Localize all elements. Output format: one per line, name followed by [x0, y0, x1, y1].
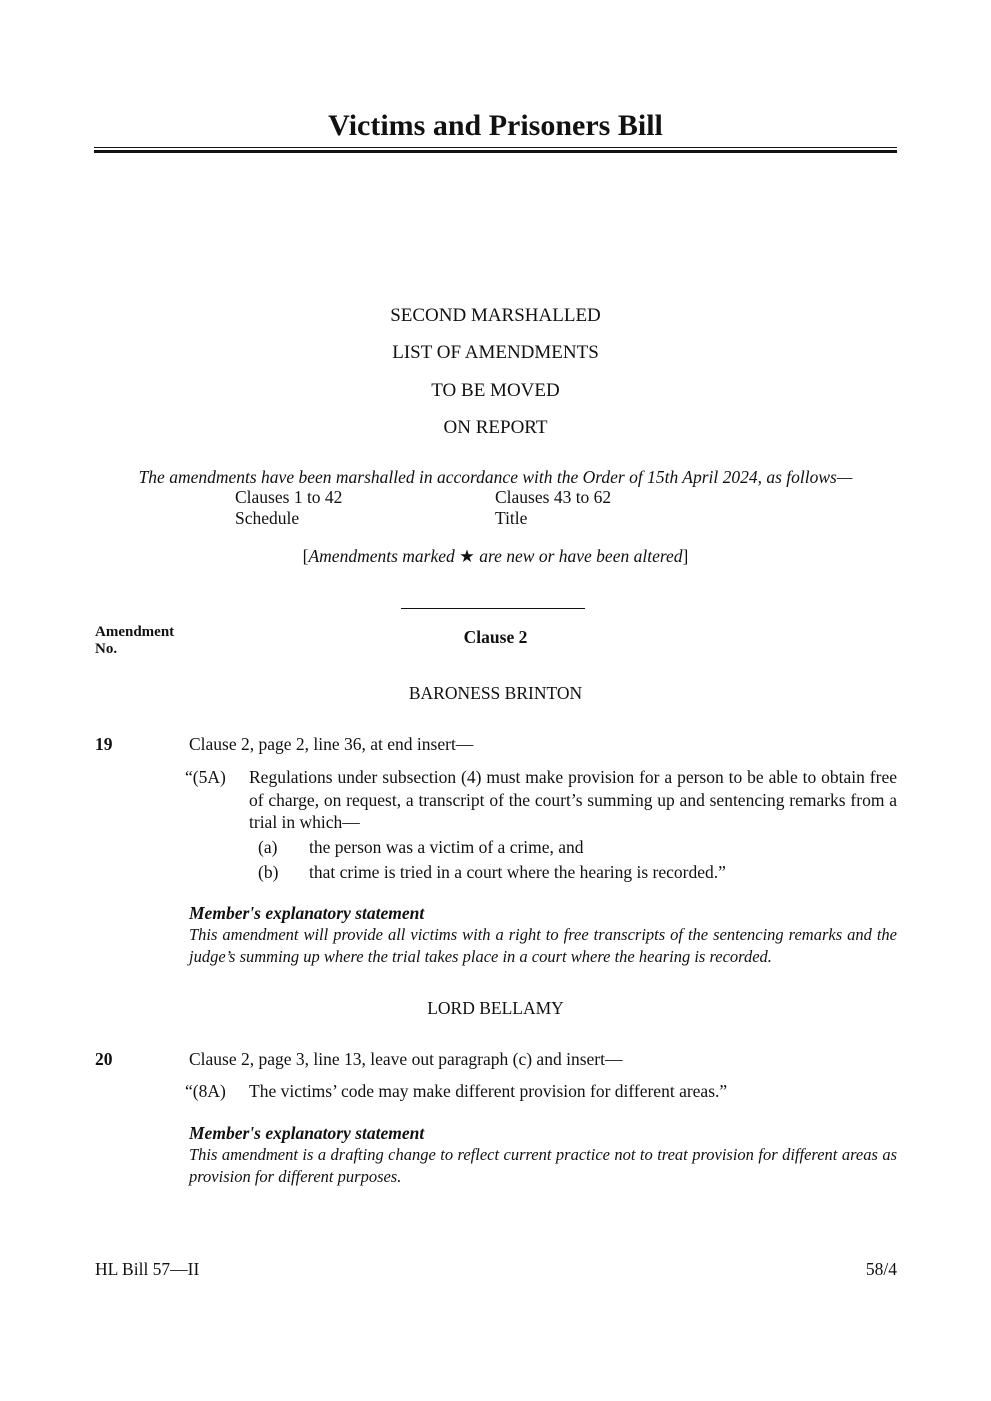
heading-line-3: TO BE MOVED [431, 380, 560, 401]
member-name: LORD BELLAMY [427, 998, 564, 1018]
star-note: [Amendments marked ★ are new or have been altered] [302, 546, 689, 566]
amendment-instruction: Clause 2, page 2, line 36, at end insert— [189, 734, 474, 754]
subsection-label: “(8A) [185, 1081, 226, 1101]
explanatory-statement: This amendment is a drafting change to reflect current practice not to treat provision for different areas as provision for different purposes. [189, 1145, 897, 1186]
bill-title: Victims and Prisoners Bill [328, 109, 663, 142]
explanatory-statement: This amendment will provide all victims with a right to free transcripts of the sentencing remarks and the judge’s summing up where the trial takes place in a court where the hearing is recorded. [189, 925, 897, 966]
heading-line-2: LIST OF AMENDMENTS [392, 342, 599, 363]
order-item: Clauses 43 to 62 [495, 487, 612, 507]
statement-heading: Member's explanatory statement [189, 1123, 425, 1143]
title-rule-thick [94, 150, 897, 153]
amendment-no-label: Amendment No. [95, 624, 175, 657]
order-item: Clauses 1 to 42 [235, 487, 343, 507]
subsection-text: Regulations under subsection (4) must make provision for a person to be able to obtain free of charge, on request, a transcript of the court’s summing up and sentencing remarks from a trial in which— [249, 767, 897, 832]
amendment-number: 20 [95, 1049, 113, 1069]
para-text: the person was a victim of a crime, and [309, 837, 584, 857]
star-icon: ★ [459, 546, 475, 566]
member-name: BARONESS BRINTON [408, 683, 583, 703]
amendment-instruction: Clause 2, page 3, line 13, leave out paragraph (c) and insert— [189, 1049, 623, 1069]
subsection-label: “(5A) [185, 767, 226, 787]
footer-page-ref: 58/4 [865, 1259, 897, 1279]
para-text: that crime is tried in a court where the hearing is recorded.” [309, 862, 726, 882]
heading-line-1: SECOND MARSHALLED [390, 305, 601, 326]
amendment-number: 19 [95, 734, 113, 754]
section-divider [401, 608, 585, 609]
order-note: The amendments have been marshalled in accordance with the Order of 15th April 2024, as follows— [138, 467, 853, 487]
order-item: Title [495, 508, 528, 528]
footer-bill-ref: HL Bill 57—II [95, 1259, 200, 1279]
subsection-text: The victims’ code may make different provision for different areas.” [249, 1081, 728, 1101]
heading-line-4: ON REPORT [443, 417, 548, 438]
para-label: (b) [258, 862, 279, 882]
statement-heading: Member's explanatory statement [189, 903, 425, 923]
para-label: (a) [258, 837, 278, 857]
order-item: Schedule [235, 508, 300, 528]
clause-heading: Clause 2 [463, 627, 528, 647]
title-rule-thin [94, 147, 897, 148]
